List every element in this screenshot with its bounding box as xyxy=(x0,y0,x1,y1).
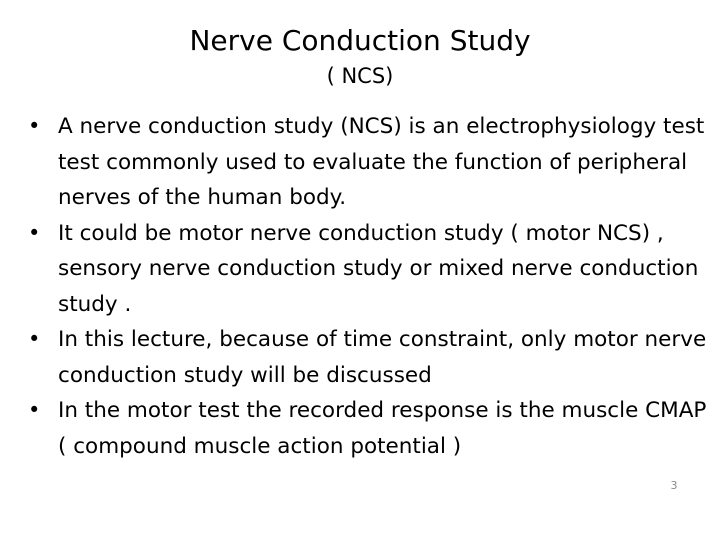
bullet-item xyxy=(28,109,712,216)
bullet-dot-icon: • xyxy=(28,220,41,245)
bullet-item xyxy=(28,216,712,323)
bullet-dot-icon: • xyxy=(28,114,41,138)
slide-title: Nerve Conduction Study xyxy=(189,24,531,57)
page-number: 3 xyxy=(670,479,678,492)
bullet-text: A nerve conduction study (NCS) is an electrophysiology test test commonly used to evaluate the function of peripheral nerves of the human body. xyxy=(58,114,705,210)
bullet-item xyxy=(28,393,712,464)
bullet-text: In the motor test the recorded response is the muscle CMAP ( compound muscle action potential ) xyxy=(58,398,707,459)
bullet-text: In this lecture, because of time constraint, only motor nerve conduction study will be discussed xyxy=(58,327,707,388)
bullet-dot-icon: • xyxy=(28,327,41,351)
bullet-list xyxy=(28,109,712,464)
bullet-dot-icon: • xyxy=(28,398,41,422)
bullet-text: It could be motor nerve conduction study ( motor NCS) , sensory nerve conduction study or mixed nerve conduction study . xyxy=(58,220,699,317)
slide-subtitle: ( NCS) xyxy=(326,64,394,88)
bullet-item xyxy=(28,322,712,393)
